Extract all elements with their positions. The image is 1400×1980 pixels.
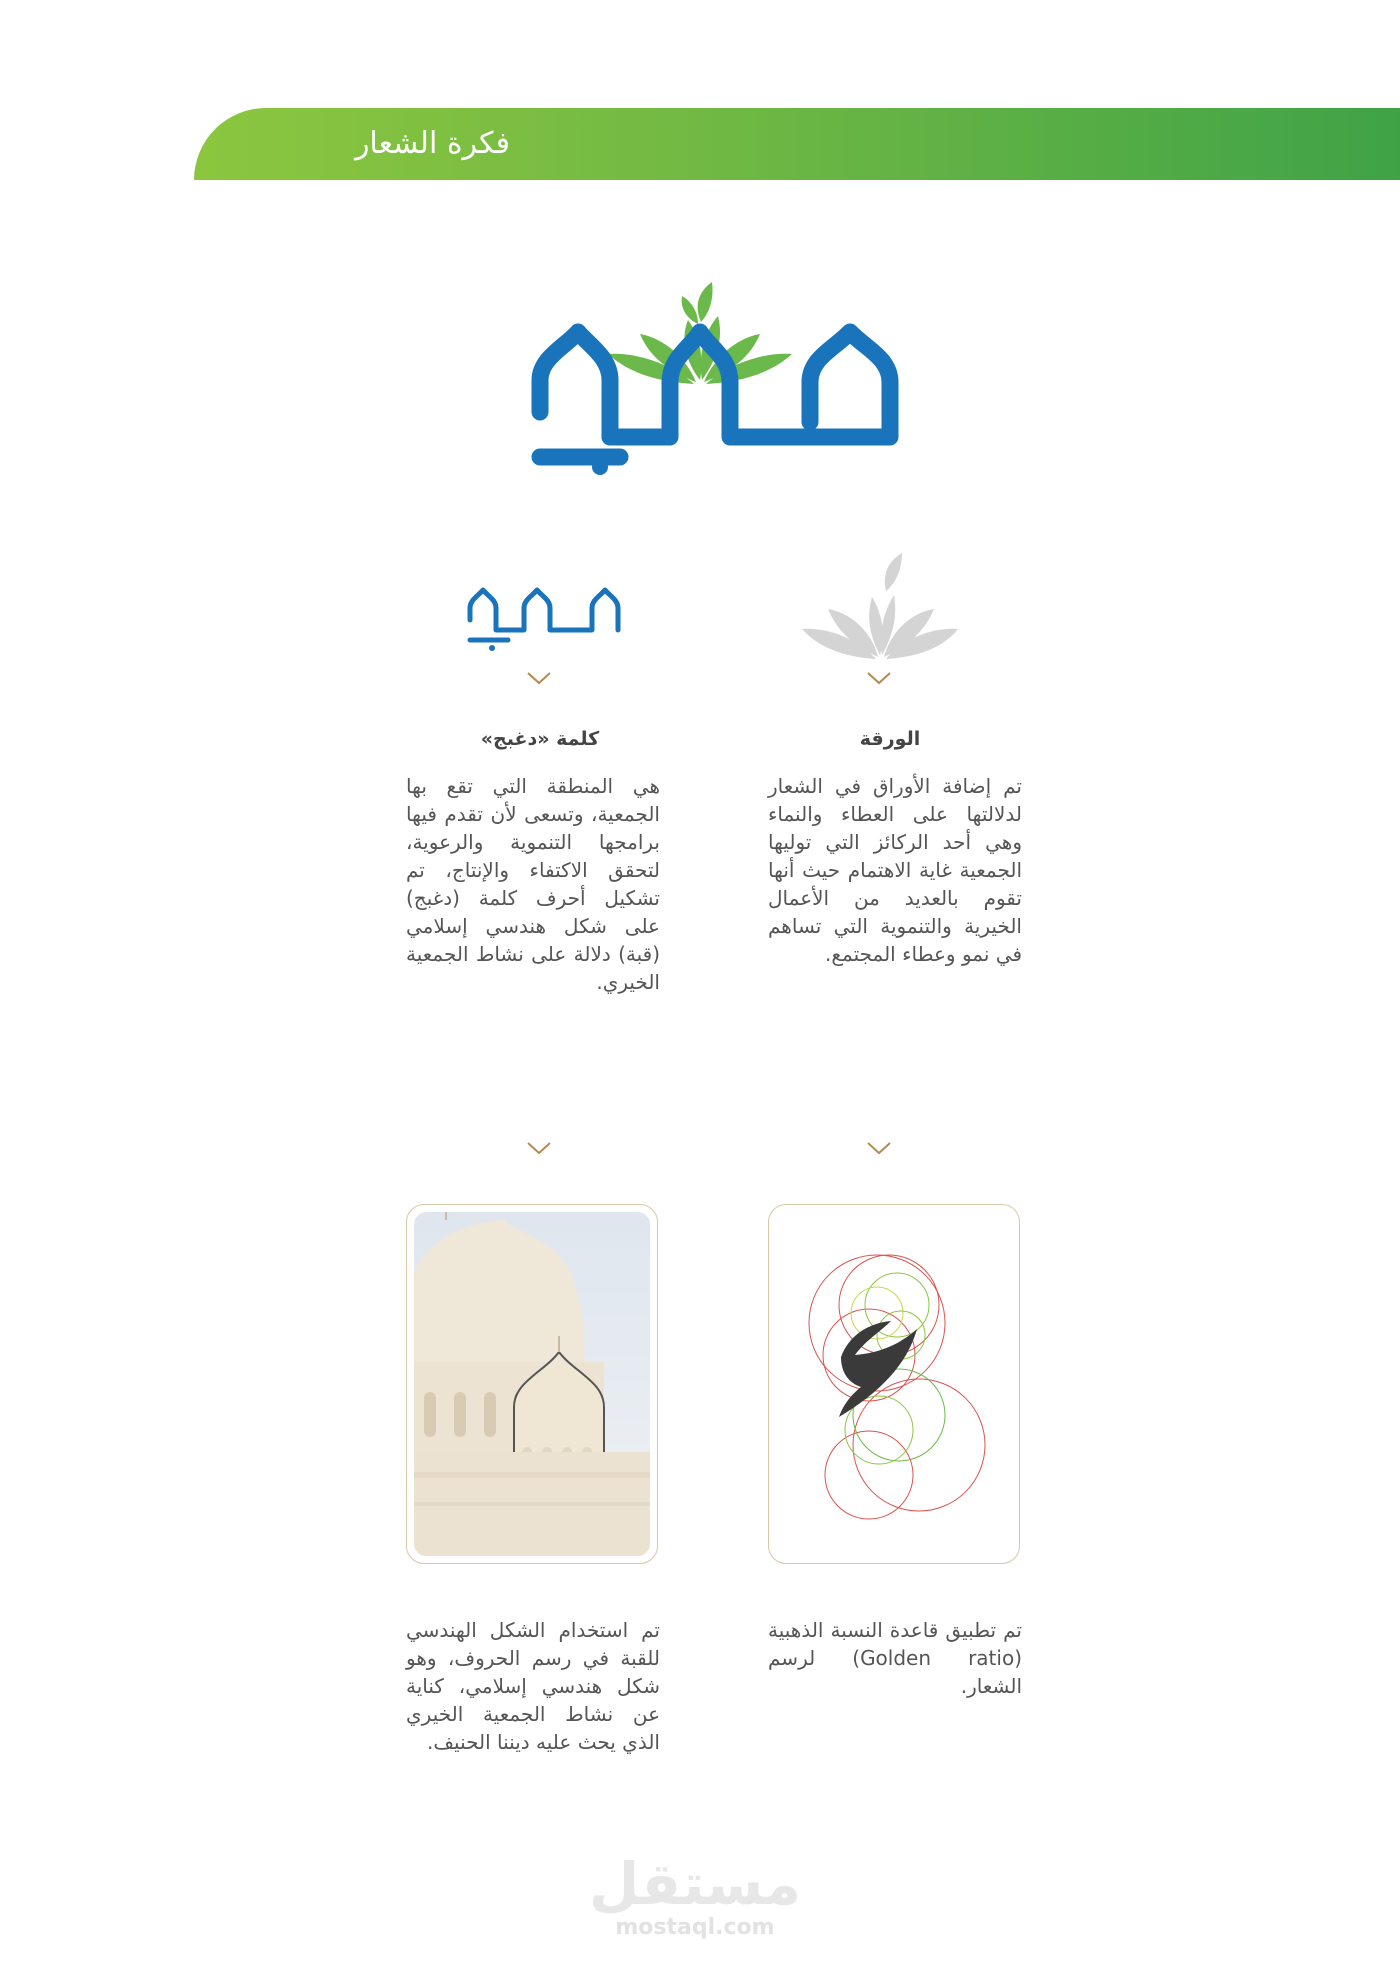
letter-dot — [592, 459, 608, 475]
chevron-down-icon — [866, 670, 892, 686]
word-section-title: كلمة «دغبج» — [480, 728, 600, 750]
dome-section-body: تم استخدام الشكل الهندسي للقبة في رسم الحروف، وهو شكل هندسي إسلامي، كناية عن نشاط الجمعية الخيري الذي يحث عليه ديننا الحنيف. — [406, 1618, 660, 1754]
watermark-url: mostaql.com — [615, 1915, 775, 1940]
leaf-section-title: الورقة — [859, 728, 921, 750]
page-title: فكرة الشعار — [354, 126, 510, 161]
main-logo — [490, 262, 910, 477]
dome-image-frame — [406, 1204, 658, 1564]
chevron-down-icon — [526, 670, 552, 686]
watermark-logo: مستقل — [588, 1850, 802, 1918]
mosque-dome-illustration — [414, 1212, 650, 1556]
golden-ratio-body: تم تطبيق قاعدة النسبة الذهبية (Golden ratio) لرسم الشعار. — [768, 1618, 1023, 1698]
golden-ratio-frame — [768, 1204, 1020, 1564]
chevron-down-icon — [866, 1140, 892, 1156]
chevron-down-icon — [526, 1140, 552, 1156]
wordmark-dome-letters — [540, 332, 890, 457]
gray-leaf-icon — [800, 545, 960, 660]
golden-ratio-diagram — [769, 1205, 1019, 1563]
word-section-body: هي المنطقة التي تقع بها الجمعية، وتسعى لأن تقدم فيها برامجها التنموية والرعوية، لتحقق الاكتفاء والإنتاج، تم تشكيل أحرف كلمة (دغبج) على شكل هندسي إسلامي (قبة) دلالة على نشاط الجمعية الخيري. — [406, 774, 660, 994]
leaf-section-body: تم إضافة الأوراق في الشعار لدلالتها على العطاء والنماء وهي أحد الركائز التي توليها الجمعية غاية الاهتمام حيث أنها تقوم بالعديد من الأعمال الخيرية والتنموية التي تساهم في نمو وعطاء المجتمع. — [768, 774, 1022, 966]
small-wordmark — [450, 582, 630, 652]
